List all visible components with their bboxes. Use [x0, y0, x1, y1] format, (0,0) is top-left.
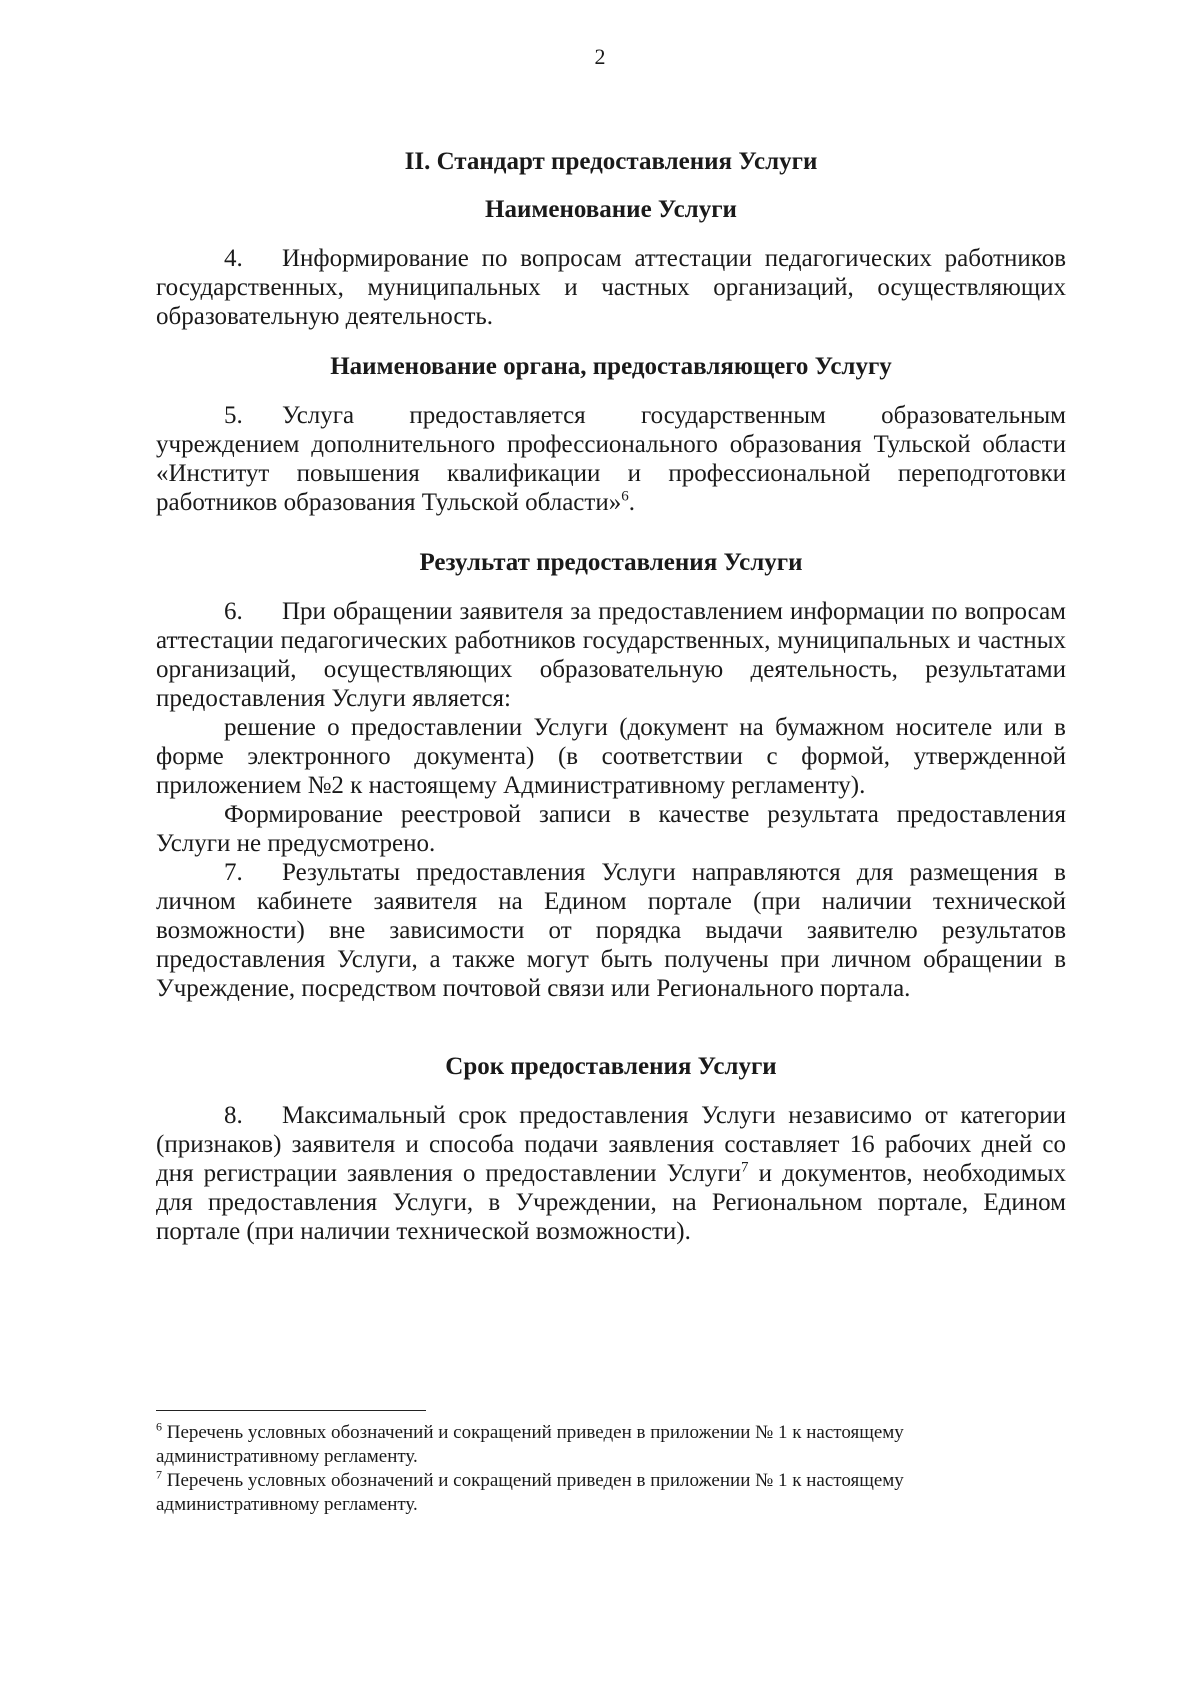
footnotes — [156, 1410, 1066, 1517]
paragraph-text: При обращении заявителя за предоставлением информации по вопросам аттестации педагогических работников государственных, муниципальных и частных организаций, осуществляющих образовательную деятельность, результатами предоставления Услуги является: — [156, 598, 1066, 712]
section-heading-result: Результат предоставления Услуги — [419, 549, 803, 576]
section-heading-organ: Наименование органа, предоставляющего Услугу — [330, 353, 892, 380]
paragraph-8 — [156, 1101, 1066, 1246]
footnote-text: Перечень условных обозначений и сокращений приведен в приложении № 1 к настоящему административному регламенту. — [156, 1422, 904, 1467]
paragraph-number: 6. — [224, 598, 243, 625]
footnote-7 — [156, 1469, 1066, 1517]
section-heading-service-name: Наименование Услуги — [485, 196, 737, 223]
footnote-mark: 7 — [156, 1467, 162, 1482]
paragraph-6-registry: Формирование реестровой записи в качестве результата предоставления Услуги не предусмотрено. — [156, 801, 1066, 857]
chapter-title: II. Стандарт предоставления Услуги — [404, 148, 818, 175]
footnote-reference[interactable]: 7 — [741, 1159, 749, 1176]
paragraph-4 — [156, 244, 1066, 331]
paragraph-text: Результаты предоставления Услуги направляются для размещения в личном кабинете заявителя на Едином портале (при наличии технической возможности) вне зависимости от порядка выдачи заявителю результатов предоставления Услуги, а также могут быть получены при личном обращении в Учреждение, посредством почтовой связи или Регионального портала. — [156, 859, 1066, 1002]
paragraph-5 — [156, 401, 1066, 517]
footnote-6 — [156, 1421, 1066, 1469]
paragraph-text-continued: и документов, необходимых для предоставления Услуги, в Учреждении, на Региональном портале, Едином портале (при наличии технической возможности). — [156, 1160, 1066, 1245]
paragraph-number: 8. — [224, 1102, 243, 1129]
footnote-separator — [156, 1410, 426, 1411]
paragraph-number: 7. — [224, 859, 243, 886]
paragraph-6-item: решение о предоставлении Услуги (документ на бумажном носителе или в форме электронного документа) (в соответствии с формой, утвержденной приложением №2 к настоящему Административному регламенту). — [156, 714, 1066, 799]
footnote-text: Перечень условных обозначений и сокращений приведен в приложении № 1 к настоящему административному регламенту. — [156, 1470, 904, 1515]
paragraph-text: Информирование по вопросам аттестации педагогических работников государственных, муниципальных и частных организаций, осуществляющих образовательную деятельность. — [156, 245, 1066, 330]
document-body — [156, 146, 1066, 1246]
footnote-reference[interactable]: 6 — [621, 488, 629, 505]
paragraph-6 — [156, 597, 1066, 713]
paragraph-end: . — [628, 489, 635, 516]
page-number: 2 — [594, 44, 606, 69]
paragraph-number: 4. — [224, 245, 243, 272]
section-heading-term: Срок предоставления Услуги — [445, 1053, 777, 1080]
paragraph-text: Максимальный срок предоставления Услуги независимо от категории (признаков) заявителя и способа подачи заявления составляет 16 рабочих дней со дня регистрации заявления о предоставлении Услуги — [156, 1102, 1066, 1187]
paragraph-7 — [156, 858, 1066, 1003]
paragraph-number: 5. — [224, 402, 243, 429]
footnote-mark: 6 — [156, 1419, 162, 1434]
paragraph-text: Услуга предоставляется государственным образовательным учреждением дополнительного профессионального образования Тульской области «Институт повышения квалификации и профессиональной переподготовки работников образования Тульской области» — [156, 402, 1066, 516]
